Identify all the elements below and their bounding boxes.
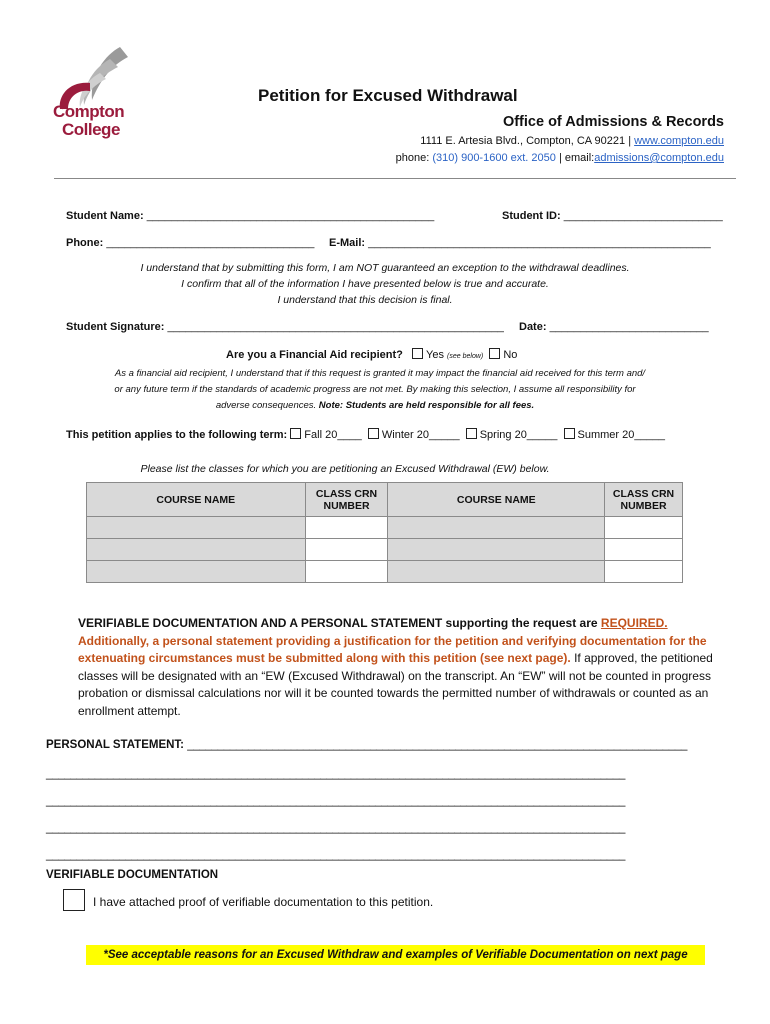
crn-cell[interactable] (605, 561, 683, 583)
table-row (87, 561, 683, 583)
phone-number: (310) 900-1600 ext. 2050 (432, 152, 556, 164)
address-text: 1111 E. Artesia Blvd., Compton, CA 90221 | (420, 135, 635, 147)
verification-plain-text: If approved, the petitioned classes will be designated with an “EW (Excused Withdrawal) on the transcript. An “EW” will not be counted in progress probation or dismissal calculations nor will it be counted towards the permitted number of withdrawals or counted as an enrollment attempt. (78, 651, 713, 718)
yes-note: (see below) (447, 353, 484, 360)
phone-field-label: Phone: (66, 237, 107, 249)
phone-label: phone: (395, 152, 433, 164)
date-field[interactable] (519, 321, 709, 333)
winter-checkbox[interactable] (368, 428, 379, 439)
yes-label: Yes (426, 349, 444, 361)
signature-field[interactable] (66, 321, 504, 333)
course-cell[interactable] (87, 517, 306, 539)
form-title: Petition for Excused Withdrawal (258, 86, 518, 105)
spring-checkbox[interactable] (466, 428, 477, 439)
fa-fees-note: Note: Students are held responsible for all fees. (318, 400, 535, 411)
header-crn-1: CLASS CRN NUMBER (305, 483, 388, 517)
understand-line-1: I understand that by submitting this form, I am NOT guaranteed an exception to the withdrawal deadlines. (140, 262, 630, 274)
course-cell[interactable] (388, 539, 605, 561)
crn-cell[interactable] (305, 517, 388, 539)
header-course-name-1: COURSE NAME (87, 483, 306, 517)
email-link[interactable]: admissions@compton.edu (594, 152, 724, 164)
crn-cell[interactable] (605, 539, 683, 561)
fall-checkbox[interactable] (290, 428, 301, 439)
email-label: | email: (555, 152, 595, 164)
signature-line[interactable]: _______________________________________________________ (167, 321, 504, 333)
personal-statement-label: PERSONAL STATEMENT: (46, 739, 188, 751)
email-field[interactable] (329, 237, 711, 249)
personal-statement-first-line[interactable]: __________________________________________________________________________________ (187, 739, 688, 751)
email-field-line[interactable]: ________________________________________________________ (368, 237, 711, 249)
no-label: No (503, 349, 518, 361)
fa-para-line-1: As a financial aid recipient, I understand that if this request is granted it may impact the financial aid received for this term and/ (114, 368, 646, 379)
course-cell[interactable] (87, 539, 306, 561)
class-table (86, 482, 683, 583)
fa-para-line-2: or any future term if the standards of academic progress are not met. By making this selection, I assume all responsibility for (114, 384, 636, 395)
fall-option: Fall 20____ (304, 429, 362, 441)
statement-line[interactable]: _______________________________________________________________________________________________ (46, 822, 626, 834)
statement-line[interactable]: _______________________________________________________________________________________________ (46, 795, 626, 807)
winter-option: Winter 20_____ (381, 429, 460, 441)
date-label: Date: (519, 321, 550, 333)
verifiable-documentation-heading: VERIFIABLE DOCUMENTATION (46, 869, 219, 881)
statement-line[interactable]: _______________________________________________________________________________________________ (46, 849, 626, 861)
header-course-name-2: COURSE NAME (388, 483, 605, 517)
student-name-line[interactable]: _______________________________________________ (146, 210, 435, 222)
understand-line-2: I confirm that all of the information I have presented below is true and accurate. (181, 278, 549, 290)
address-line (420, 135, 724, 147)
term-label: This petition applies to the following term: (66, 429, 288, 441)
understand-line-3: I understand that this decision is final. (277, 294, 453, 306)
financial-aid-question (226, 348, 517, 361)
crn-cell[interactable] (305, 561, 388, 583)
statement-line[interactable]: _______________________________________________________________________________________________ (46, 768, 626, 780)
classes-instruction: Please list the classes for which you are petitioning an Excused Withdrawal (EW) below. (140, 463, 550, 475)
phone-field[interactable] (66, 237, 314, 249)
course-cell[interactable] (87, 561, 306, 583)
course-cell[interactable] (388, 517, 605, 539)
table-header-row (87, 483, 683, 517)
crn-cell[interactable] (605, 517, 683, 539)
student-id-field[interactable] (502, 210, 723, 222)
next-page-note: *See acceptable reasons for an Excused Withdraw and examples of Verifiable Documentation on next page (86, 945, 705, 965)
date-line[interactable]: __________________________ (549, 321, 709, 333)
student-name-label: Student Name: (66, 210, 147, 222)
documentation-attach-text: I have attached proof of verifiable documentation to this petition. (93, 895, 434, 909)
table-row (87, 539, 683, 561)
personal-statement-row[interactable] (46, 739, 687, 751)
logo-text-college: College (62, 120, 120, 139)
no-checkbox[interactable] (489, 348, 500, 359)
header-divider (54, 178, 736, 179)
summer-option: Summer 20_____ (577, 429, 665, 441)
required-text: REQUIRED. (600, 616, 668, 630)
verification-bold-text: VERIFIABLE DOCUMENTATION AND A PERSONAL STATEMENT supporting the request are (78, 616, 601, 630)
financial-aid-label: Are you a Financial Aid recipient? (226, 349, 403, 361)
fa-consequences: adverse consequences. (215, 400, 317, 411)
table-row (87, 517, 683, 539)
student-id-line[interactable]: __________________________ (563, 210, 723, 222)
contact-line (396, 152, 724, 164)
course-cell[interactable] (388, 561, 605, 583)
signature-label: Student Signature: (66, 321, 168, 333)
website-link[interactable]: www.compton.edu (634, 135, 724, 147)
student-id-label: Student ID: (502, 210, 564, 222)
header-crn-2: CLASS CRN NUMBER (605, 483, 683, 517)
spring-option: Spring 20_____ (479, 429, 558, 441)
summer-checkbox[interactable] (564, 428, 575, 439)
email-field-label: E-Mail: (329, 237, 369, 249)
documentation-checkbox[interactable] (63, 889, 85, 911)
yes-checkbox[interactable] (412, 348, 423, 359)
phone-field-line[interactable]: __________________________________ (106, 237, 315, 249)
term-row (66, 428, 665, 441)
student-name-field[interactable] (66, 210, 434, 222)
verification-paragraph (78, 615, 718, 721)
crn-cell[interactable] (305, 539, 388, 561)
verification-orange-text: Additionally, a personal statement providing a justification for the petition and verifying documentation for the extenuating circumstances must be submitted along with this petition (see next page). (78, 633, 707, 666)
logo-text-compton: Compton (53, 102, 125, 121)
fa-para-line-3 (0, 400, 750, 411)
office-name: Office of Admissions & Records (502, 114, 724, 130)
college-logo (50, 45, 140, 155)
